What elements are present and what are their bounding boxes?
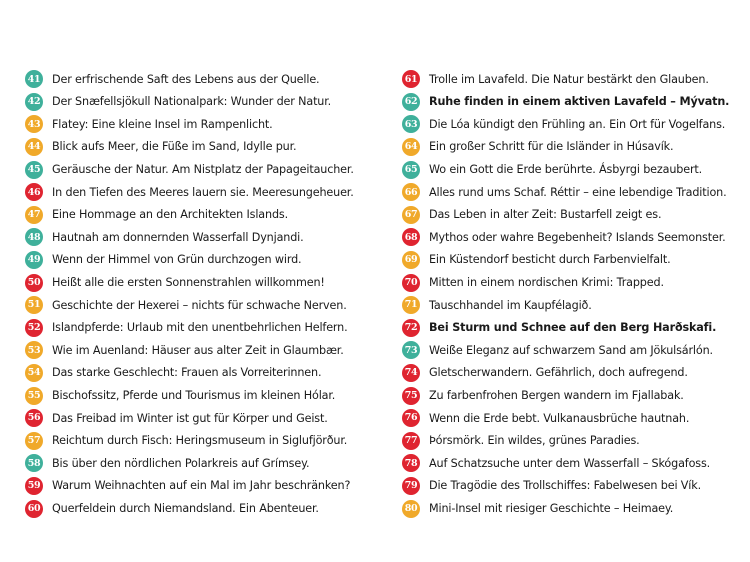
chapter-number-badge: 77	[402, 432, 420, 450]
chapter-title: Querfeldein durch Niemandsland. Ein Abenteuer.	[52, 501, 319, 515]
chapter-title: Auf Schatzsuche unter dem Wasserfall – Skógafoss.	[429, 456, 711, 470]
chapter-title: In den Tiefen des Meeres lauern sie. Meeresungeheuer.	[52, 185, 354, 199]
contents-entry	[402, 158, 732, 181]
chapter-number-badge: 50	[25, 274, 43, 292]
chapter-number-badge: 62	[402, 93, 420, 111]
chapter-title: Tauschhandel im Kaupfélagið.	[429, 298, 592, 312]
contents-entry	[25, 384, 370, 407]
contents-entry	[402, 271, 732, 294]
chapter-title: Das Freibad im Winter ist gut für Körper und Geist.	[52, 411, 328, 425]
chapter-number-badge: 80	[402, 500, 420, 518]
contents-entry	[25, 407, 370, 430]
contents-entry	[402, 68, 732, 91]
contents-entry	[25, 68, 370, 91]
chapter-number-badge: 60	[25, 500, 43, 518]
chapter-title: Trolle im Lavafeld. Die Natur bestärkt den Glauben.	[429, 72, 709, 86]
contents-entry	[402, 430, 732, 453]
chapter-title: Ein Küstendorf besticht durch Farbenvielfalt.	[429, 253, 671, 267]
chapter-number-badge: 75	[402, 387, 420, 405]
chapter-number-badge: 42	[25, 93, 43, 111]
chapter-title: Geschichte der Hexerei – nichts für schwache Nerven.	[52, 298, 347, 312]
chapter-title: Wenn die Erde bebt. Vulkanausbrüche hautnah.	[429, 411, 690, 425]
chapter-title: Das starke Geschlecht: Frauen als Vorreiterinnen.	[52, 366, 322, 380]
contents-entry	[402, 317, 732, 340]
contents-entry	[25, 317, 370, 340]
chapter-title: Heißt alle die ersten Sonnenstrahlen willkommen!	[52, 276, 325, 290]
chapter-number-badge: 72	[402, 319, 420, 337]
chapter-title: Flatey: Eine kleine Insel im Rampenlicht.	[52, 117, 273, 131]
chapter-title: Geräusche der Natur. Am Nistplatz der Papageitaucher.	[52, 163, 354, 177]
contents-entry	[25, 475, 370, 498]
chapter-number-badge: 76	[402, 409, 420, 427]
chapter-number-badge: 65	[402, 161, 420, 179]
chapter-number-badge: 69	[402, 251, 420, 269]
contents-entry	[25, 226, 370, 249]
chapter-number-badge: 74	[402, 364, 420, 382]
chapter-number-badge: 64	[402, 138, 420, 156]
chapter-number-badge: 70	[402, 274, 420, 292]
contents-entry	[25, 136, 370, 159]
contents-entry	[25, 497, 370, 520]
contents-entry	[402, 91, 732, 114]
chapter-number-badge: 57	[25, 432, 43, 450]
chapter-number-badge: 59	[25, 477, 43, 495]
chapter-title: Wenn der Himmel von Grün durchzogen wird.	[52, 253, 302, 267]
contents-entry	[402, 294, 732, 317]
chapter-number-badge: 41	[25, 70, 43, 88]
chapter-title: Der erfrischende Saft des Lebens aus der Quelle.	[52, 72, 320, 86]
contents-entry	[402, 204, 732, 227]
chapter-title: Weiße Eleganz auf schwarzem Sand am Jökulsárlón.	[429, 343, 713, 357]
chapter-number-badge: 54	[25, 364, 43, 382]
chapter-title: Warum Weihnachten auf ein Mal im Jahr beschränken?	[52, 479, 351, 493]
chapter-number-badge: 67	[402, 206, 420, 224]
contents-entry	[402, 339, 732, 362]
chapter-title: Reichtum durch Fisch: Heringsmuseum in Siglufjörður.	[52, 434, 348, 448]
contents-entry	[402, 249, 732, 272]
chapter-title: Der Snæfellsjökull Nationalpark: Wunder der Natur.	[52, 95, 332, 109]
chapter-title: Bei Sturm und Schnee auf den Berg Harðskafi.	[429, 321, 717, 335]
contents-column-left	[25, 68, 370, 520]
chapter-number-badge: 78	[402, 454, 420, 472]
chapter-title: Ein großer Schritt für die Isländer in Húsavík.	[429, 140, 674, 154]
chapter-title: Blick aufs Meer, die Füße im Sand, Idylle pur.	[52, 140, 297, 154]
chapter-title: Die Tragödie des Trollschiffes: Fabelwesen bei Vík.	[429, 479, 702, 493]
contents-entry	[25, 339, 370, 362]
contents-entry	[402, 226, 732, 249]
chapter-number-badge: 66	[402, 183, 420, 201]
contents-entry	[25, 294, 370, 317]
contents-entry	[25, 181, 370, 204]
contents-column-right	[402, 68, 732, 520]
chapter-number-badge: 79	[402, 477, 420, 495]
chapter-number-badge: 45	[25, 161, 43, 179]
contents-entry	[25, 249, 370, 272]
contents-entry	[402, 407, 732, 430]
contents-entry	[402, 384, 732, 407]
chapter-number-badge: 68	[402, 228, 420, 246]
chapter-title: Gletscherwandern. Gefährlich, doch aufregend.	[429, 366, 688, 380]
chapter-number-badge: 52	[25, 319, 43, 337]
chapter-title: Wie im Auenland: Häuser aus alter Zeit in Glaumbær.	[52, 343, 344, 357]
chapter-number-badge: 61	[402, 70, 420, 88]
chapter-number-badge: 56	[25, 409, 43, 427]
chapter-number-badge: 55	[25, 387, 43, 405]
contents-entry	[25, 158, 370, 181]
chapter-title: Eine Hommage an den Architekten Islands.	[52, 208, 288, 222]
chapter-title: Bis über den nördlichen Polarkreis auf Grímsey.	[52, 456, 310, 470]
chapter-title: Hautnah am donnernden Wasserfall Dynjandi.	[52, 230, 304, 244]
contents-entry	[402, 113, 732, 136]
chapter-title: Zu farbenfrohen Bergen wandern im Fjallabak.	[429, 389, 684, 402]
chapter-title: Mythos oder wahre Begebenheit? Islands Seemonster.	[429, 230, 726, 244]
chapter-number-badge: 71	[402, 296, 420, 314]
contents-entry	[25, 113, 370, 136]
chapter-title: Mini-Insel mit riesiger Geschichte – Heimaey.	[429, 501, 674, 515]
chapter-number-badge: 43	[25, 115, 43, 133]
chapter-title: Wo ein Gott die Erde berührte. Ásbyrgi bezaubert.	[429, 163, 703, 177]
chapter-number-badge: 47	[25, 206, 43, 224]
contents-entry	[402, 362, 732, 385]
contents-entry	[25, 204, 370, 227]
contents-entry	[402, 181, 732, 204]
chapter-number-badge: 51	[25, 296, 43, 314]
chapter-title: Ruhe finden in einem aktiven Lavafeld – Mývatn.	[429, 95, 730, 109]
chapter-number-badge: 63	[402, 115, 420, 133]
contents-entry	[25, 271, 370, 294]
chapter-title: Alles rund ums Schaf. Réttir – eine lebendige Tradition.	[429, 185, 727, 199]
contents-entry	[25, 362, 370, 385]
chapter-number-badge: 49	[25, 251, 43, 269]
chapter-title: Das Leben in alter Zeit: Bustarfell zeigt es.	[429, 208, 662, 222]
chapter-title: Mitten in einem nordischen Krimi: Trapped.	[429, 276, 664, 290]
contents-entry	[25, 91, 370, 114]
chapter-number-badge: 73	[402, 341, 420, 359]
chapter-number-badge: 53	[25, 341, 43, 359]
contents-entry	[25, 452, 370, 475]
contents-entry	[402, 497, 732, 520]
contents-entry	[402, 136, 732, 159]
contents-entry	[402, 452, 732, 475]
chapter-number-badge: 44	[25, 138, 43, 156]
chapter-number-badge: 46	[25, 183, 43, 201]
chapter-number-badge: 58	[25, 454, 43, 472]
chapter-title: Islandpferde: Urlaub mit den unentbehrlichen Helfern.	[52, 321, 348, 335]
contents-entry	[402, 475, 732, 498]
chapter-title: Die Lóa kündigt den Frühling an. Ein Ort für Vogelfans.	[429, 117, 726, 131]
chapter-number-badge: 48	[25, 228, 43, 246]
contents-entry	[25, 430, 370, 453]
chapter-title: Bischofssitz, Pferde und Tourismus im kleinen Hólar.	[52, 389, 336, 402]
chapter-title: Þórsmörk. Ein wildes, grünes Paradies.	[429, 434, 640, 448]
